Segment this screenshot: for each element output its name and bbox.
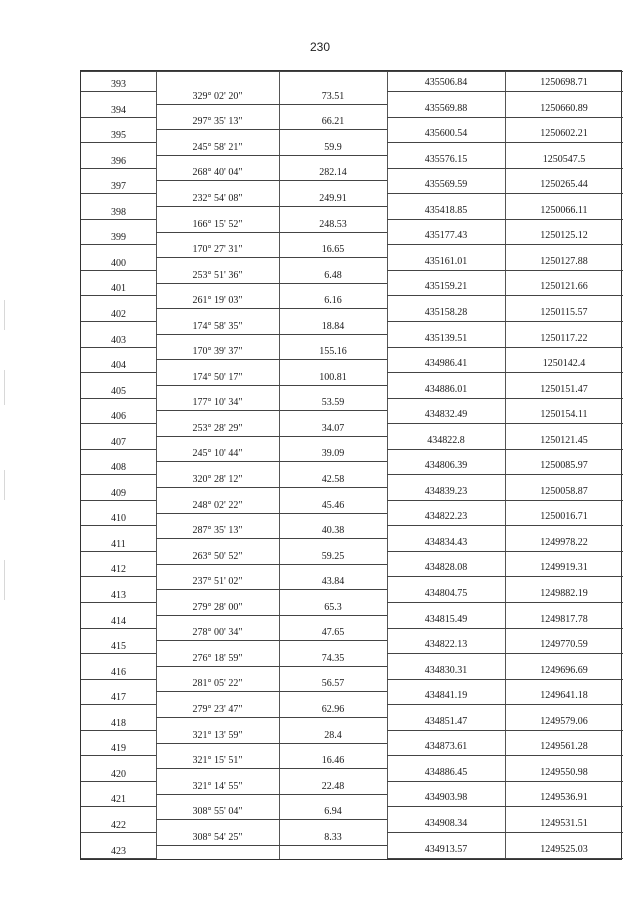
- northing-value: 435158.28: [424, 306, 468, 318]
- point-number: 419: [111, 743, 126, 755]
- point-rule: [81, 295, 156, 296]
- easting-value: 1250547.5: [542, 153, 586, 165]
- coordinate-rule: [387, 321, 623, 322]
- northing-value: 435159.21: [424, 281, 468, 293]
- easting-value: 1249770.59: [540, 639, 588, 651]
- northing-value: 434804.75: [424, 588, 468, 599]
- point-number: 404: [111, 360, 126, 372]
- bearing-value: 166° 15' 52": [192, 218, 243, 230]
- coordinate-rule: [387, 500, 623, 501]
- distance-value: 249.91: [319, 192, 347, 204]
- point-rule: [81, 168, 156, 169]
- easting-value: 1250602.21: [540, 128, 588, 140]
- northing-value: 434908.34: [424, 817, 468, 829]
- bearing-value: 281° 05' 22": [192, 678, 243, 690]
- point-number: 420: [111, 768, 126, 780]
- easting-value: 1250121.66: [540, 281, 588, 293]
- easting-value: 1250265.44: [540, 179, 588, 191]
- easting-value: 1249919.31: [540, 562, 588, 574]
- distance-value: 34.07: [321, 422, 345, 434]
- segment-rule: [156, 308, 387, 309]
- point-rule: [81, 755, 156, 756]
- northing-value: 434834.43: [424, 536, 468, 548]
- northing-value: 434822.13: [424, 639, 468, 651]
- easting-value: 1250127.88: [540, 255, 588, 267]
- bearing-value: 320° 28' 12": [192, 474, 243, 486]
- coordinate-rule: [387, 730, 623, 731]
- point-number: 416: [111, 666, 126, 678]
- segment-rule: [156, 513, 387, 514]
- bearing-value: 170° 39' 37": [192, 346, 243, 358]
- point-number: 397: [111, 181, 126, 193]
- segment-rule: [156, 794, 387, 795]
- coordinate-rule: [387, 781, 623, 782]
- segment-rule: [156, 487, 387, 488]
- segment-rule: [156, 691, 387, 692]
- point-rule: [81, 781, 156, 782]
- easting-value: 1250154.11: [540, 409, 588, 421]
- easting-value: 1249525.03: [540, 843, 588, 855]
- coordinate-rule: [387, 832, 623, 833]
- coordinate-rule: [387, 806, 623, 807]
- northing-value: 434822.8: [427, 434, 465, 446]
- point-number: 411: [111, 538, 126, 550]
- point-number: 406: [111, 411, 126, 423]
- point-number: 408: [111, 462, 126, 474]
- coordinate-rule: [387, 449, 623, 450]
- northing-value: 434851.47: [424, 715, 468, 727]
- distance-value: 66.21: [321, 116, 345, 128]
- segment-rule: [156, 717, 387, 718]
- northing-value: 434832.49: [424, 409, 468, 421]
- bearing-value: 268° 40' 04": [192, 167, 243, 179]
- bearing-value: 261° 19' 03": [192, 295, 243, 307]
- bearing-value: 177° 10' 34": [192, 397, 243, 409]
- point-rule: [81, 244, 156, 245]
- northing-value: 435418.85: [424, 204, 468, 216]
- segment-rule: [156, 359, 387, 360]
- segment-rule: [156, 283, 387, 284]
- northing-value: 434903.98: [424, 792, 468, 804]
- bearing-value: 245° 58' 21": [192, 141, 243, 153]
- distance-value: 6.48: [324, 269, 342, 281]
- easting-value: 1249817.78: [540, 613, 588, 625]
- distance-value: 155.16: [319, 346, 347, 358]
- easting-value: 1250125.12: [540, 230, 588, 242]
- easting-value: 1250151.47: [540, 383, 588, 395]
- easting-value: 1250698.71: [540, 77, 588, 88]
- northing-value: 434830.31: [424, 664, 468, 676]
- segment-rule: [156, 768, 387, 769]
- point-rule: [81, 347, 156, 348]
- distance-value: 45.46: [321, 499, 345, 511]
- easting-value: 1249550.98: [540, 766, 588, 778]
- point-number: 413: [111, 590, 126, 601]
- bearing-value: 276° 18' 59": [192, 652, 243, 664]
- point-rule: [81, 576, 156, 577]
- point-rule: [81, 372, 156, 373]
- point-number: 417: [111, 692, 126, 704]
- coordinate-rule: [387, 628, 623, 629]
- segment-rule: [156, 743, 387, 744]
- northing-value: 434822.23: [424, 511, 468, 523]
- distance-value: 74.35: [321, 652, 345, 664]
- segment-rule: [156, 845, 387, 846]
- northing-value: 434839.23: [424, 485, 468, 497]
- point-number: 415: [111, 641, 126, 653]
- easting-value: 1250121.45: [540, 434, 588, 446]
- segment-rule: [156, 206, 387, 207]
- point-rule: [81, 398, 156, 399]
- point-number: 402: [111, 308, 126, 320]
- easting-value: 1249536.91: [540, 792, 588, 804]
- distance-value: 16.46: [321, 755, 345, 767]
- segment-rule: [156, 819, 387, 820]
- easting-value: 1250142.4: [542, 358, 586, 370]
- segment-rule: [156, 104, 387, 105]
- segment-rule: [156, 334, 387, 335]
- distance-value: 73.51: [321, 90, 345, 102]
- coordinate-rule: [387, 372, 623, 373]
- segment-rule: [156, 410, 387, 411]
- point-number: 421: [111, 794, 126, 806]
- bearing-value: 237° 51' 02": [192, 576, 243, 588]
- segment-rule: [156, 385, 387, 386]
- northing-value: 435576.15: [424, 153, 468, 165]
- point-rule: [81, 321, 156, 322]
- point-rule: [81, 219, 156, 220]
- northing-value: 435161.01: [424, 255, 468, 267]
- segment-rule: [156, 155, 387, 156]
- point-rule: [81, 449, 156, 450]
- point-number: 400: [111, 257, 126, 269]
- northing-value: 434828.08: [424, 562, 468, 574]
- point-number: 398: [111, 206, 126, 218]
- easting-value: 1250058.87: [540, 485, 588, 497]
- coordinate-rule: [387, 474, 623, 475]
- easting-value: 1249882.19: [540, 588, 588, 599]
- segment-rule: [156, 232, 387, 233]
- segment-rule: [156, 615, 387, 616]
- bearing-value: 308° 54' 25": [192, 831, 243, 843]
- point-number: 403: [111, 334, 126, 346]
- point-rule: [81, 858, 156, 859]
- coordinate-rule: [387, 755, 623, 756]
- point-rule: [81, 91, 156, 92]
- northing-value: 435506.84: [424, 77, 468, 88]
- coordinate-rule: [387, 679, 623, 680]
- point-rule: [81, 423, 156, 424]
- coordinate-rule: [387, 525, 623, 526]
- coordinate-rule: [387, 551, 623, 552]
- coordinate-rule: [387, 576, 623, 577]
- point-number: 409: [111, 487, 126, 499]
- distance-value: 59.25: [321, 550, 345, 562]
- point-rule: [81, 117, 156, 118]
- point-number: 393: [111, 79, 126, 90]
- coordinate-rule: [387, 423, 623, 424]
- coordinate-rule: [387, 219, 623, 220]
- point-rule: [81, 679, 156, 680]
- distance-value: 6.16: [324, 295, 342, 307]
- northing-value: 434815.49: [424, 613, 468, 625]
- point-rule: [81, 193, 156, 194]
- easting-value: 1249978.22: [540, 536, 588, 548]
- bearing-value: 253° 51' 36": [192, 269, 243, 281]
- coordinate-rule: [387, 142, 623, 143]
- northing-value: 435600.54: [424, 128, 468, 140]
- coordinate-rule: [387, 244, 623, 245]
- distance-value: 43.84: [321, 576, 345, 588]
- segment-rule: [156, 129, 387, 130]
- page-number: 230: [309, 40, 331, 54]
- point-rule: [81, 806, 156, 807]
- segment-rule: [156, 640, 387, 641]
- coordinate-rule: [387, 91, 623, 92]
- point-number: 395: [111, 130, 126, 142]
- bearing-value: 170° 27' 31": [192, 244, 243, 256]
- bearing-value: 174° 50' 17": [192, 371, 243, 383]
- scan-mark: [4, 370, 5, 405]
- northing-value: 435139.51: [424, 332, 468, 344]
- segment-rule: [156, 538, 387, 539]
- northing-value: 434806.39: [424, 460, 468, 472]
- distance-value: 18.84: [321, 320, 345, 332]
- distance-value: 40.38: [321, 525, 345, 537]
- coordinate-rule: [387, 602, 623, 603]
- point-rule: [81, 704, 156, 705]
- distance-value: 56.57: [321, 678, 345, 690]
- easting-value: 1249696.69: [540, 664, 588, 676]
- point-rule: [81, 551, 156, 552]
- point-rule: [81, 525, 156, 526]
- point-number: 414: [111, 615, 126, 627]
- segment-rule: [156, 436, 387, 437]
- northing-value: 435569.59: [424, 179, 468, 191]
- point-rule: [81, 270, 156, 271]
- point-number: 396: [111, 155, 126, 167]
- segment-rule: [156, 257, 387, 258]
- scan-mark: [4, 300, 5, 330]
- bearing-value: 321° 15' 51": [192, 755, 243, 767]
- easting-value: 1249641.18: [540, 690, 588, 702]
- segment-rule: [156, 461, 387, 462]
- northing-value: 434986.41: [424, 358, 468, 370]
- point-number: 422: [111, 819, 126, 831]
- point-rule: [81, 730, 156, 731]
- coordinate-rule: [387, 270, 623, 271]
- bearing-value: 263° 50' 52": [192, 550, 243, 562]
- point-rule: [81, 474, 156, 475]
- easting-value: 1250117.22: [540, 332, 588, 344]
- easting-value: 1250016.71: [540, 511, 588, 523]
- segment-rule: [156, 564, 387, 565]
- point-rule: [81, 500, 156, 501]
- distance-value: 16.65: [321, 244, 345, 256]
- point-number: 412: [111, 564, 126, 576]
- bearing-value: 245° 10' 44": [192, 448, 243, 460]
- distance-value: 8.33: [324, 831, 342, 843]
- bearing-value: 232° 54' 08": [192, 192, 243, 204]
- distance-value: 59.9: [324, 141, 342, 153]
- easting-value: 1250115.57: [540, 306, 588, 318]
- easting-value: 1249561.28: [540, 741, 588, 753]
- distance-value: 282.14: [319, 167, 347, 179]
- northing-value: 434873.61: [424, 741, 468, 753]
- coordinate-rule: [387, 347, 623, 348]
- easting-value: 1250660.89: [540, 102, 588, 114]
- northing-value: 434841.19: [424, 690, 468, 702]
- bearing-value: 308° 55' 04": [192, 806, 243, 818]
- coordinate-rule: [387, 117, 623, 118]
- northing-value: 434886.01: [424, 383, 468, 395]
- distance-value: 42.58: [321, 474, 345, 486]
- segment-rule: [156, 180, 387, 181]
- point-number: 418: [111, 717, 126, 729]
- point-rule: [81, 142, 156, 143]
- bearing-value: 174° 58' 35": [192, 320, 243, 332]
- bearing-value: 321° 13' 59": [192, 729, 243, 741]
- easting-value: 1249579.06: [540, 715, 588, 727]
- distance-value: 65.3: [324, 601, 342, 613]
- point-rule: [81, 602, 156, 603]
- point-rule: [81, 653, 156, 654]
- coordinate-table: [80, 70, 622, 860]
- bearing-value: 287° 35' 13": [192, 525, 243, 537]
- point-rule: [81, 628, 156, 629]
- easting-value: 1250066.11: [540, 204, 588, 216]
- distance-value: 6.94: [324, 806, 342, 818]
- northing-value: 434913.57: [424, 843, 468, 855]
- coordinate-rule: [387, 653, 623, 654]
- bearing-value: 329° 02' 20": [192, 90, 243, 102]
- table-top-rule: [81, 71, 623, 72]
- distance-value: 53.59: [321, 397, 345, 409]
- point-rule: [81, 832, 156, 833]
- coordinate-rule: [387, 858, 623, 859]
- coordinate-rule: [387, 398, 623, 399]
- bearing-value: 279° 28' 00": [192, 601, 243, 613]
- scan-mark: [4, 560, 5, 600]
- bearing-value: 253° 28' 29": [192, 422, 243, 434]
- bearing-value: 321° 14' 55": [192, 780, 243, 792]
- bearing-value: 278° 00' 34": [192, 627, 243, 639]
- segment-rule: [156, 666, 387, 667]
- bearing-value: 297° 35' 13": [192, 116, 243, 128]
- point-number: 423: [111, 845, 126, 857]
- distance-value: 62.96: [321, 703, 345, 715]
- distance-value: 22.48: [321, 780, 345, 792]
- bearing-value: 279° 23' 47": [192, 703, 243, 715]
- distance-value: 39.09: [321, 448, 345, 460]
- point-number: 405: [111, 385, 126, 397]
- easting-value: 1250085.97: [540, 460, 588, 472]
- easting-value: 1249531.51: [540, 817, 588, 829]
- point-number: 407: [111, 436, 126, 448]
- point-number: 399: [111, 232, 126, 244]
- point-number: 401: [111, 283, 126, 295]
- distance-value: 28.4: [324, 729, 342, 741]
- coordinate-rule: [387, 168, 623, 169]
- segment-rule: [156, 589, 387, 590]
- coordinate-rule: [387, 193, 623, 194]
- northing-value: 434886.45: [424, 766, 468, 778]
- northing-value: 435177.43: [424, 230, 468, 242]
- bearing-value: 248° 02' 22": [192, 499, 243, 511]
- scan-mark: [4, 470, 5, 500]
- coordinate-rule: [387, 704, 623, 705]
- point-number: 410: [111, 513, 126, 525]
- distance-value: 248.53: [319, 218, 347, 230]
- distance-value: 100.81: [319, 371, 347, 383]
- point-number: 394: [111, 104, 126, 116]
- northing-value: 435569.88: [424, 102, 468, 114]
- distance-value: 47.65: [321, 627, 345, 639]
- coordinate-rule: [387, 295, 623, 296]
